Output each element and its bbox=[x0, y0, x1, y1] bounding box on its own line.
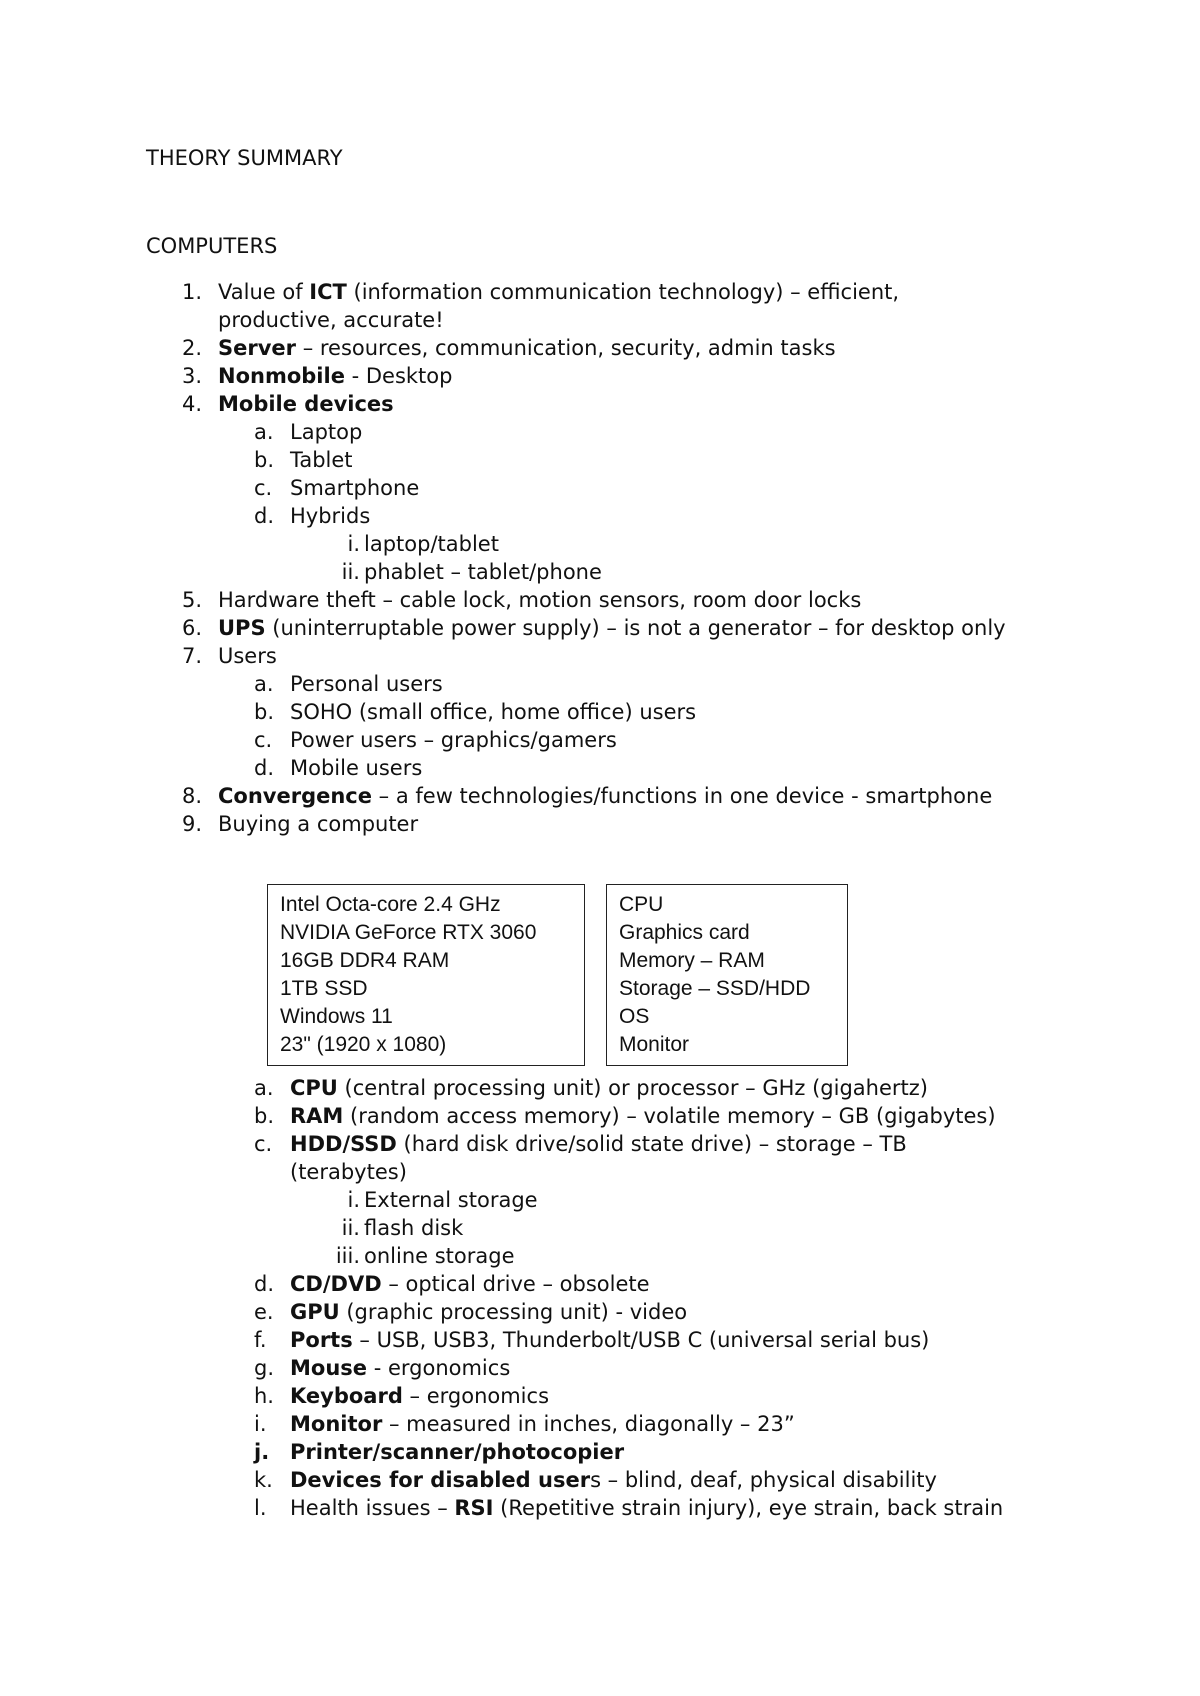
spec-label: Monitor bbox=[619, 1033, 690, 1056]
spec-label: Storage – SSD/HDD bbox=[619, 977, 811, 1000]
list-number: 7. bbox=[182, 644, 203, 668]
list-item: Hybrids bbox=[290, 504, 371, 528]
spec-box-right bbox=[606, 884, 848, 1066]
list-letter: d. bbox=[254, 504, 275, 528]
list-item-continuation: productive, accurate! bbox=[218, 308, 444, 332]
list-item: flash disk bbox=[364, 1216, 464, 1240]
list-item: SOHO (small office, home office) users bbox=[290, 700, 697, 724]
list-item: Ports – USB, USB3, Thunderbolt/USB C (universal serial bus) bbox=[290, 1328, 930, 1352]
spec-line: 16GB DDR4 RAM bbox=[280, 949, 450, 972]
list-item: HDD/SSD (hard disk drive/solid state drive) – storage – TB bbox=[290, 1132, 907, 1156]
list-item: Convergence – a few technologies/functions in one device - smartphone bbox=[218, 784, 993, 808]
list-letter: b. bbox=[254, 1104, 275, 1128]
list-item: Personal users bbox=[290, 672, 443, 696]
list-item-continuation: (terabytes) bbox=[290, 1160, 407, 1184]
list-item: Buying a computer bbox=[218, 812, 419, 836]
list-item: Devices for disabled users – blind, deaf, physical disability bbox=[290, 1468, 937, 1492]
list-item: Hardware theft – cable lock, motion sensors, room door locks bbox=[218, 588, 862, 612]
list-item: GPU (graphic processing unit) - video bbox=[290, 1300, 688, 1324]
list-item: Server – resources, communication, security, admin tasks bbox=[218, 336, 836, 360]
spec-line: 23" (1920 x 1080) bbox=[280, 1033, 447, 1056]
list-item: Smartphone bbox=[290, 476, 420, 500]
list-number: 8. bbox=[182, 784, 203, 808]
list-item: Nonmobile - Desktop bbox=[218, 364, 453, 388]
list-letter: h. bbox=[254, 1384, 274, 1408]
spec-box-left bbox=[267, 884, 585, 1066]
list-item: Mobile users bbox=[290, 756, 423, 780]
spec-label: Graphics card bbox=[619, 921, 750, 944]
list-number: 3. bbox=[182, 364, 203, 388]
section-heading: COMPUTERS bbox=[146, 234, 278, 258]
list-number: 9. bbox=[182, 812, 203, 836]
spec-line: NVIDIA GeForce RTX 3060 bbox=[280, 921, 537, 944]
list-item: Power users – graphics/gamers bbox=[290, 728, 617, 752]
list-item: Keyboard – ergonomics bbox=[290, 1384, 550, 1408]
list-item: Monitor – measured in inches, diagonally – 23” bbox=[290, 1412, 795, 1436]
list-item: Health issues – RSI (Repetitive strain injury), eye strain, back strain bbox=[290, 1496, 1004, 1520]
list-letter: c. bbox=[254, 476, 273, 500]
page-title: THEORY SUMMARY bbox=[146, 146, 343, 170]
list-letter: e. bbox=[254, 1300, 274, 1324]
list-letter: a. bbox=[254, 672, 274, 696]
list-number: 6. bbox=[182, 616, 203, 640]
list-item: External storage bbox=[364, 1188, 538, 1212]
list-item: Mobile devices bbox=[218, 392, 394, 416]
list-item: Tablet bbox=[290, 448, 353, 472]
list-number: 4. bbox=[182, 392, 203, 416]
spec-label: OS bbox=[619, 1005, 650, 1028]
list-item: UPS (uninterruptable power supply) – is not a generator – for desktop only bbox=[218, 616, 1006, 640]
list-letter: b. bbox=[254, 448, 275, 472]
list-number: 1. bbox=[182, 280, 203, 304]
list-item: RAM (random access memory) – volatile memory – GB (gigabytes) bbox=[290, 1104, 996, 1128]
list-item: Mouse - ergonomics bbox=[290, 1356, 511, 1380]
list-item: Value of ICT (information communication technology) – efficient, bbox=[218, 280, 900, 304]
list-letter: g. bbox=[254, 1356, 275, 1380]
list-letter: k. bbox=[254, 1468, 273, 1492]
list-letter: c. bbox=[254, 728, 273, 752]
list-letter: d. bbox=[254, 756, 275, 780]
list-letter: l. bbox=[254, 1496, 267, 1520]
list-letter: i. bbox=[254, 1412, 267, 1436]
list-item: phablet – tablet/phone bbox=[364, 560, 602, 584]
list-item: Printer/scanner/photocopier bbox=[290, 1440, 625, 1464]
list-item: online storage bbox=[364, 1244, 515, 1268]
list-roman: ii. bbox=[341, 560, 360, 584]
list-item: CPU (central processing unit) or processor – GHz (gigahertz) bbox=[290, 1076, 928, 1100]
list-item: laptop/tablet bbox=[364, 532, 499, 556]
list-letter: c. bbox=[254, 1132, 273, 1156]
spec-line: Intel Octa-core 2.4 GHz bbox=[280, 893, 501, 916]
list-letter: d. bbox=[254, 1272, 275, 1296]
list-letter: a. bbox=[254, 1076, 274, 1100]
list-item: CD/DVD – optical drive – obsolete bbox=[290, 1272, 650, 1296]
list-roman: i. bbox=[347, 532, 360, 556]
spec-line: 1TB SSD bbox=[280, 977, 368, 1000]
list-letter: a. bbox=[254, 420, 274, 444]
list-item: Laptop bbox=[290, 420, 363, 444]
list-letter: j. bbox=[254, 1440, 270, 1464]
spec-line: Windows 11 bbox=[280, 1005, 393, 1028]
list-number: 5. bbox=[182, 588, 203, 612]
list-roman: i. bbox=[347, 1188, 360, 1212]
list-roman: ii. bbox=[341, 1216, 360, 1240]
spec-label: Memory – RAM bbox=[619, 949, 765, 972]
list-roman: iii. bbox=[335, 1244, 360, 1268]
list-item: Users bbox=[218, 644, 277, 668]
list-number: 2. bbox=[182, 336, 203, 360]
spec-label: CPU bbox=[619, 893, 664, 916]
list-letter: f. bbox=[254, 1328, 267, 1352]
list-letter: b. bbox=[254, 700, 275, 724]
